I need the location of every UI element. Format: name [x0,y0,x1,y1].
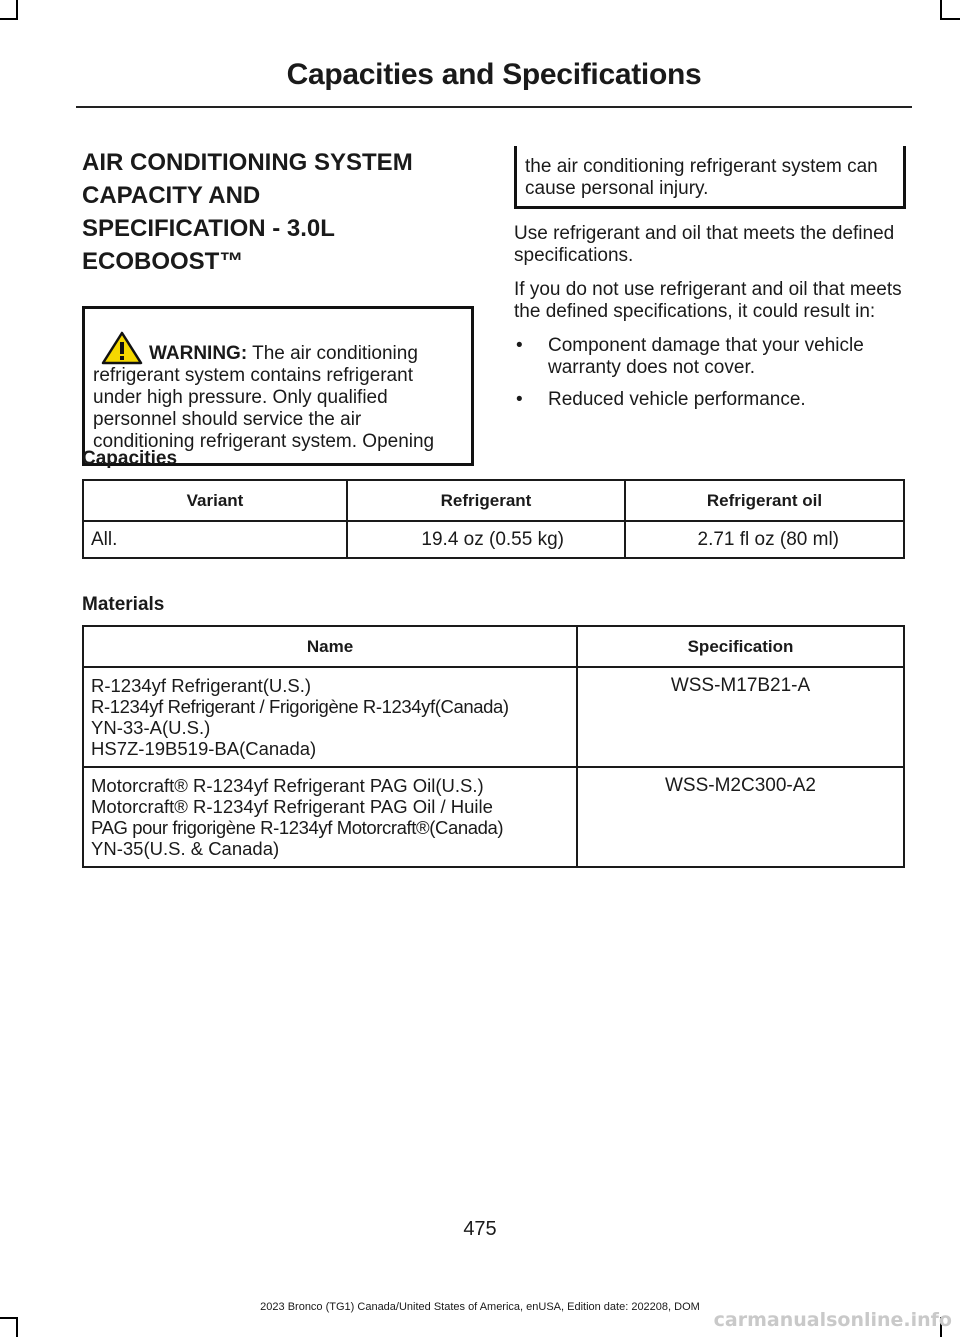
warning-triangle-icon [101,331,143,365]
table-cell [83,767,577,867]
footer-edition-text: 2023 Bronco (TG1) Canada/United States of America, enUSA, Edition date: 202208, DOM [260,1301,700,1313]
header-divider [76,106,912,108]
body-paragraph: Use refrigerant and oil that meets the defined specifications. [514,223,895,266]
table-header-row [83,626,904,667]
list-item [514,335,906,379]
table-cell: 19.4 oz (0.55 kg) [347,521,625,558]
body-paragraph: If you do not use refrigerant and oil that meets the defined specifications, it could result in: [514,279,902,322]
right-column [514,146,906,421]
table-cell: All. [83,521,347,558]
list-item [514,389,906,411]
material-name-line: YN-33-A(U.S.) [91,717,211,738]
list-item-text: Component damage that your vehicle warranty does not cover. [548,335,864,378]
column-header: Refrigerant oil [625,480,904,521]
table-row [83,767,904,867]
column-header: Variant [83,480,347,521]
crop-mark-top-left-h [0,18,18,20]
table-row [83,667,904,767]
material-name-line: HS7Z-19B519-BA(Canada) [91,738,317,759]
crop-mark-bottom-left-h [0,1317,18,1319]
capacities-table [82,479,905,559]
crop-mark-top-right [940,0,942,20]
materials-table [82,625,905,868]
section-heading-line: SPECIFICATION - 3.0L [82,215,335,242]
table-cell: WSS-M17B21-A [577,667,904,767]
crop-mark-top-right-h [940,18,960,20]
section-heading [82,146,474,278]
bullet-icon: • [516,389,523,410]
column-header: Refrigerant [347,480,625,521]
column-header: Name [83,626,577,667]
table-cell: 2.71 fl oz (80 ml) [625,521,904,558]
table-row [83,521,904,558]
table-header-row [83,480,904,521]
warning-box [82,306,474,466]
list-item-text: Reduced vehicle performance. [548,389,806,410]
materials-title: Materials [82,594,165,615]
section-heading-line: CAPACITY AND [82,182,261,209]
warning-box-continued [514,146,906,209]
crop-mark-top-left [16,0,18,20]
section-heading-line: AIR CONDITIONING SYSTEM [82,149,413,176]
column-header: Specification [577,626,904,667]
material-name-line: Motorcraft® R-1234yf Refrigerant PAG Oil / Huile [91,796,493,817]
warning-text: The air conditioning refrigerant system contains refrigerant under high pressure. Only qualified personnel should service the air conditioning refrigerant system. Opening [93,343,435,452]
watermark: carmanualsonline.info [713,1309,952,1331]
page-number: 475 [463,1218,497,1240]
capacities-title: Capacities [82,448,178,469]
material-name-line: PAG pour frigorigène R-1234yf Motorcraft®(Canada) [91,817,504,838]
material-name-line: YN-35(U.S. & Canada) [91,838,280,859]
table-cell [83,667,577,767]
bullet-icon: • [516,335,523,356]
material-name-line: R-1234yf Refrigerant / Frigorigène R-1234yf(Canada) [91,696,509,717]
material-name-line: Motorcraft® R-1234yf Refrigerant PAG Oil(U.S.) [91,775,484,796]
consequence-list [514,335,906,411]
left-column [82,146,474,466]
table-cell: WSS-M2C300-A2 [577,767,904,867]
material-name-line: R-1234yf Refrigerant(U.S.) [91,675,312,696]
section-heading-line: ECOBOOST™ [82,248,244,275]
page-title: Capacities and Specifications [286,58,702,91]
crop-mark-bottom-left [16,1317,18,1337]
warning-label: WARNING: [149,343,248,364]
warning-text-continued: the air conditioning refrigerant system can cause personal injury. [525,156,878,199]
